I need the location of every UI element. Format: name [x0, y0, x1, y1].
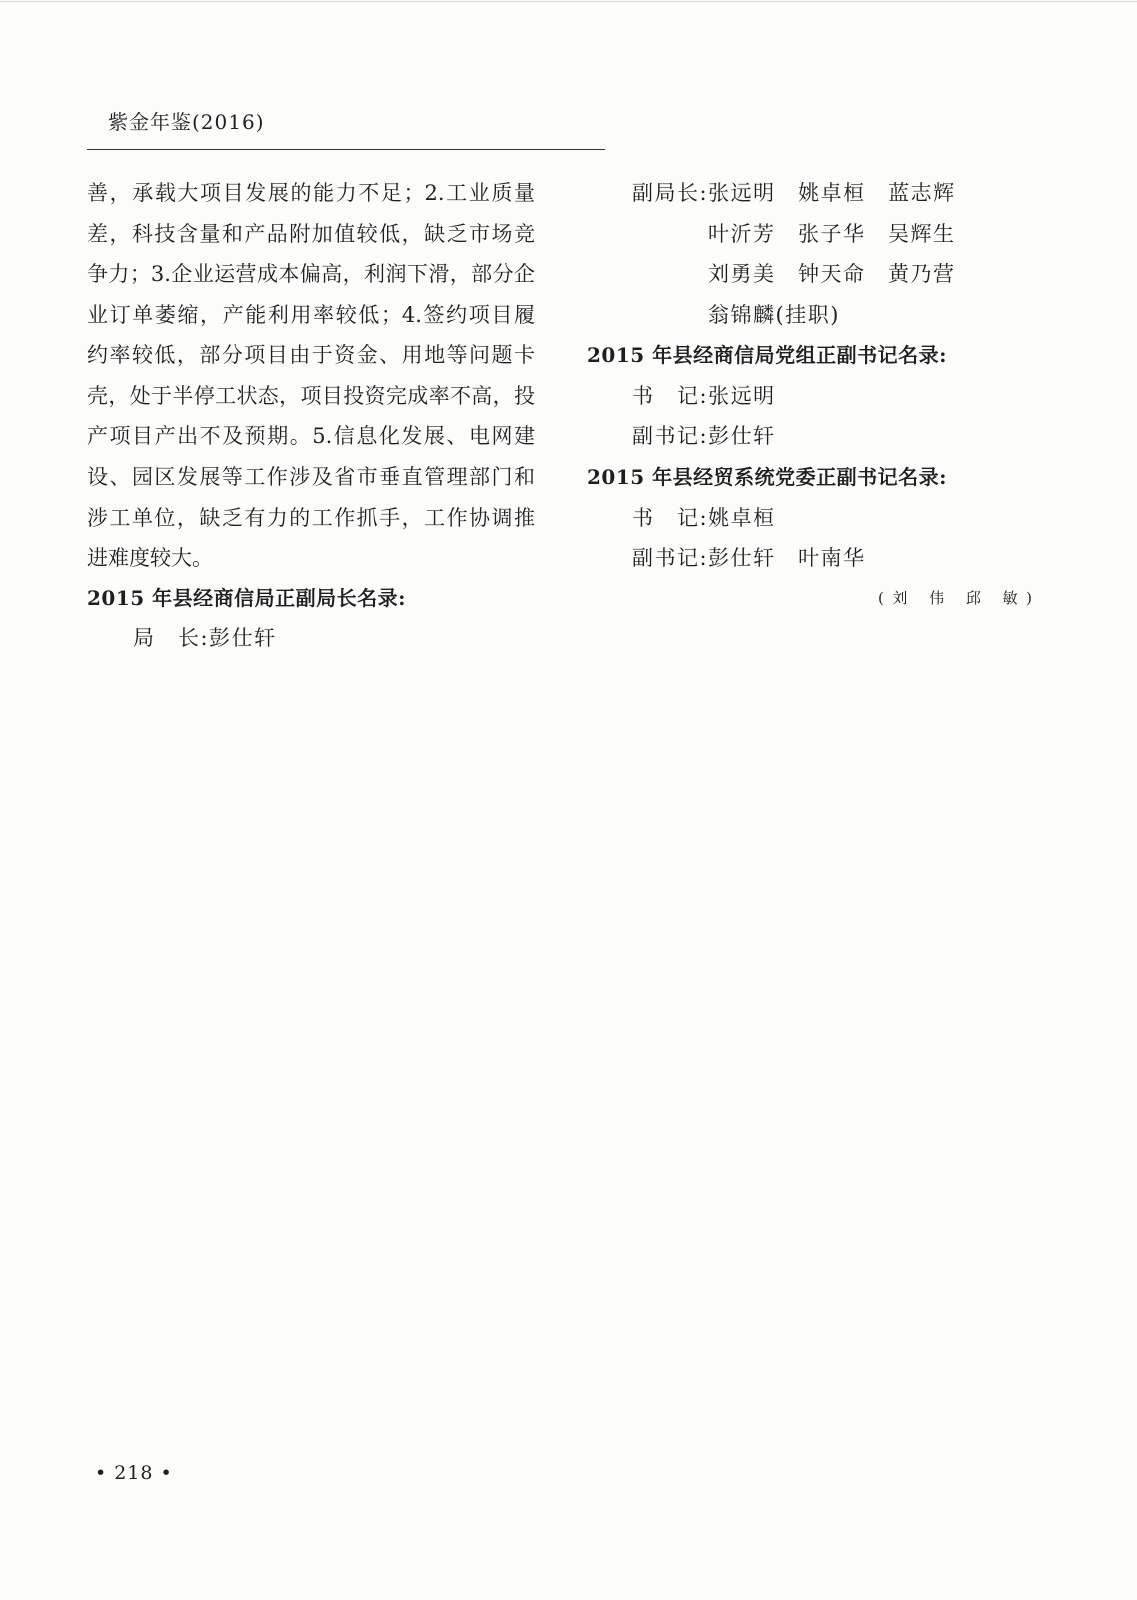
body-line: 争力；3.企业运营成本偏高，利润下滑，部分企 [87, 262, 535, 286]
body-line: 差，科技含量和产品附加值较低，缺乏市场竞 [87, 222, 535, 246]
section-heading-party-committee: 2015 年县经贸系统党委正副书记名录: [587, 465, 948, 489]
running-header-title: 紫金年鉴(2016) [108, 110, 265, 134]
roster-line-party-secretary: 书 记:张远明 [632, 384, 776, 408]
body-line: 涉工单位，缺乏有力的工作抓手，工作协调推 [87, 506, 535, 530]
body-line-last: 进难度较大。 [87, 546, 213, 570]
header-rule [87, 149, 605, 150]
author-byline: (刘 伟 邱 敏) [878, 589, 1032, 607]
roster-line-deputy-directors: 翁锦麟(挂职) [708, 303, 840, 327]
roster-line-deputy-directors: 叶沂芳 张子华 吴辉生 [708, 222, 956, 246]
roster-line-deputy-directors: 刘勇美 钟天命 黄乃营 [708, 262, 956, 286]
body-line: 业订单萎缩，产能利用率较低；4.签约项目履 [87, 303, 535, 327]
body-line: 壳，处于半停工状态，项目投资完成率不高，投 [87, 384, 535, 408]
body-line: 善，承载大项目发展的能力不足；2.工业质量 [87, 181, 535, 205]
roster-line-party-deputy-secretary: 副书记:彭仕轩 [632, 424, 776, 448]
section-heading-party-group: 2015 年县经商信局党组正副书记名录: [587, 343, 948, 367]
body-line: 产项目产出不及预期。5.信息化发展、电网建 [87, 424, 535, 448]
section-heading-directors: 2015 年县经商信局正副局长名录: [87, 586, 407, 610]
roster-line-committee-deputy-secretary: 副书记:彭仕轩 叶南华 [632, 546, 866, 570]
scan-edge [0, 1, 1137, 2]
body-line: 约率较低，部分项目由于资金、用地等问题卡 [87, 343, 535, 367]
body-line: 设、园区发展等工作涉及省市垂直管理部门和 [87, 465, 535, 489]
page-number: • 218 • [95, 1462, 173, 1484]
roster-line-director: 局 长:彭仕轩 [133, 626, 277, 650]
roster-line-committee-secretary: 书 记:姚卓桓 [632, 506, 776, 530]
roster-line-deputy-directors: 副局长:张远明 姚卓桓 蓝志辉 [632, 181, 956, 205]
